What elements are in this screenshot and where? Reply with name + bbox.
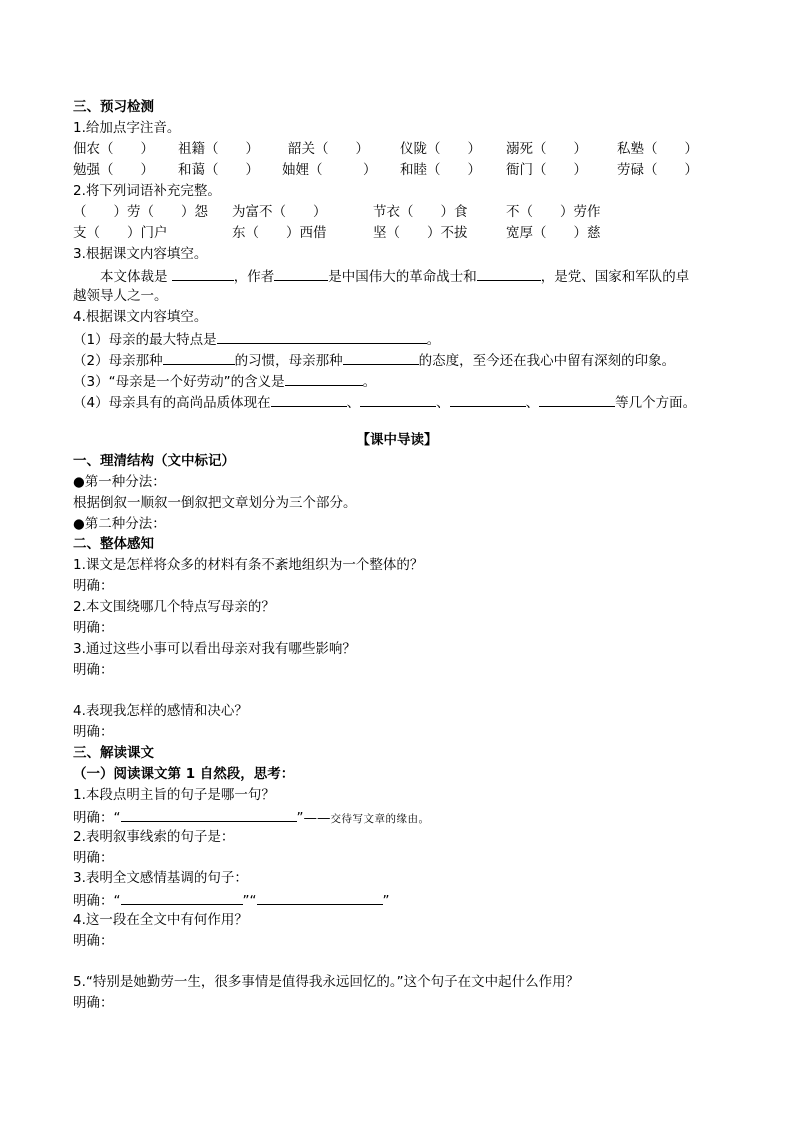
q4-sub4: （4）母亲具有的高尚品质体现在 、 、 、 等几个方面。 [73,395,697,411]
blank[interactable] [343,351,419,365]
overall-q2: 2.本文围绕哪几个特点写母亲的？ [73,599,275,615]
pinyin-item: 勉强（ ） [73,162,154,178]
blank[interactable] [217,330,427,344]
method-1: ●第一种分法： [73,474,166,490]
answer-label: 明确： [73,662,114,678]
q4-prompt: 4.根据课文内容填空。 [73,309,208,325]
blank[interactable] [360,393,436,407]
reading-heading: 三、解读课文 [73,745,154,761]
blank[interactable] [121,808,297,822]
pinyin-item: 衙门（ ） [506,162,587,178]
reading-q3: 3.表明全文感情基调的句子： [73,870,248,886]
answer-label: 明确： [73,578,114,594]
method-1-text: 根据倒叙一顺叙一倒叙把文章划分为三个部分。 [73,495,357,511]
idiom-item: 节衣（ ）食 [373,204,468,220]
overall-q1: 1.课文是怎样将众多的材料有条不紊地组织为一个整体的？ [73,557,424,573]
blank[interactable] [163,351,235,365]
pinyin-item: 和睦（ ） [400,162,481,178]
idiom-item: （ ）劳（ ）怨 [73,204,208,220]
answer-label: 明确： [73,933,114,949]
note-text: 交待写文章的缘由。 [330,813,430,825]
pinyin-item: 祖籍（ ） [178,141,259,157]
pinyin-item: 劳碌（ ） [617,162,698,178]
q3-line1: 本文体裁是 ，作者 是中国伟大的革命战士和 ，是党、国家和军队的卓 [100,269,690,285]
pinyin-item: 佃农（ ） [73,141,154,157]
blank[interactable] [271,393,347,407]
blank[interactable] [257,891,383,905]
overall-heading: 二、整体感知 [73,536,154,552]
pinyin-item: 溺死（ ） [506,141,587,157]
answer-label: 明确： [73,850,114,866]
guide-title: 【课中导读】 [356,432,438,448]
idiom-item: 不（ ）劳作 [506,204,601,220]
blank[interactable] [539,393,615,407]
blank[interactable] [274,267,328,281]
pinyin-item: 和蔼（ ） [178,162,259,178]
overall-q4: 4.表现我怎样的感情和决心？ [73,703,248,719]
pinyin-item: 妯娌（ ） [282,162,377,178]
idiom-item: 为富不（ ） [232,204,327,220]
blank[interactable] [172,267,234,281]
reading-q1: 1.本段点明主旨的句子是哪一句？ [73,787,275,803]
q4-sub3: （3）“母亲是一个好劳动”的含义是 。 [73,374,377,390]
blank[interactable] [121,891,243,905]
pinyin-item: 韶关（ ） [288,141,369,157]
idiom-item: 宽厚（ ）慈 [506,225,601,241]
reading-q5: 5.“特别是她勤劳一生，很多事情是值得我永远回忆的。”这个句子在文中起什么作用？ [73,974,580,990]
reading-q4: 4.这一段在全文中有何作用？ [73,912,248,928]
structure-heading: 一、理清结构（文中标记） [73,453,235,469]
reading-a3: 明确：“ ”“ ” [73,893,390,909]
overall-q3: 3.通过这些小事可以看出母亲对我有哪些影响？ [73,641,356,657]
reading-q2: 2.表明叙事线索的句子是： [73,829,235,845]
method-2: ●第二种分法： [73,516,166,532]
answer-label: 明确： [73,995,114,1011]
answer-label: 明确： [73,724,114,740]
answer-label: 明确： [73,620,114,636]
idiom-item: 东（ ）西借 [232,225,327,241]
q1-prompt: 1.给加点字注音。 [73,120,181,136]
idiom-item: 坚（ ）不拔 [373,225,468,241]
q4-sub1: （1）母亲的最大特点是 。 [73,332,441,348]
blank[interactable] [285,372,363,386]
pinyin-item: 仪陇（ ） [400,141,481,157]
idiom-item: 支（ ）门户 [73,225,168,241]
blank[interactable] [450,393,526,407]
q3-line2: 越领导人之一。 [73,288,168,304]
reading-a1: 明确：“ ”——交待写文章的缘由。 [73,810,430,826]
q3-prompt: 3.根据课文内容填空。 [73,246,208,262]
preview-heading: 三、预习检测 [73,99,154,115]
q2-prompt: 2.将下列词语补充完整。 [73,183,221,199]
blank[interactable] [477,267,541,281]
pinyin-item: 私塾（ ） [617,141,698,157]
reading-sub: （一）阅读课文第 1 自然段，思考： [73,766,295,782]
q4-sub2: （2）母亲那种 的习惯，母亲那种 的态度，至今还在我心中留有深刻的印象。 [73,353,676,369]
